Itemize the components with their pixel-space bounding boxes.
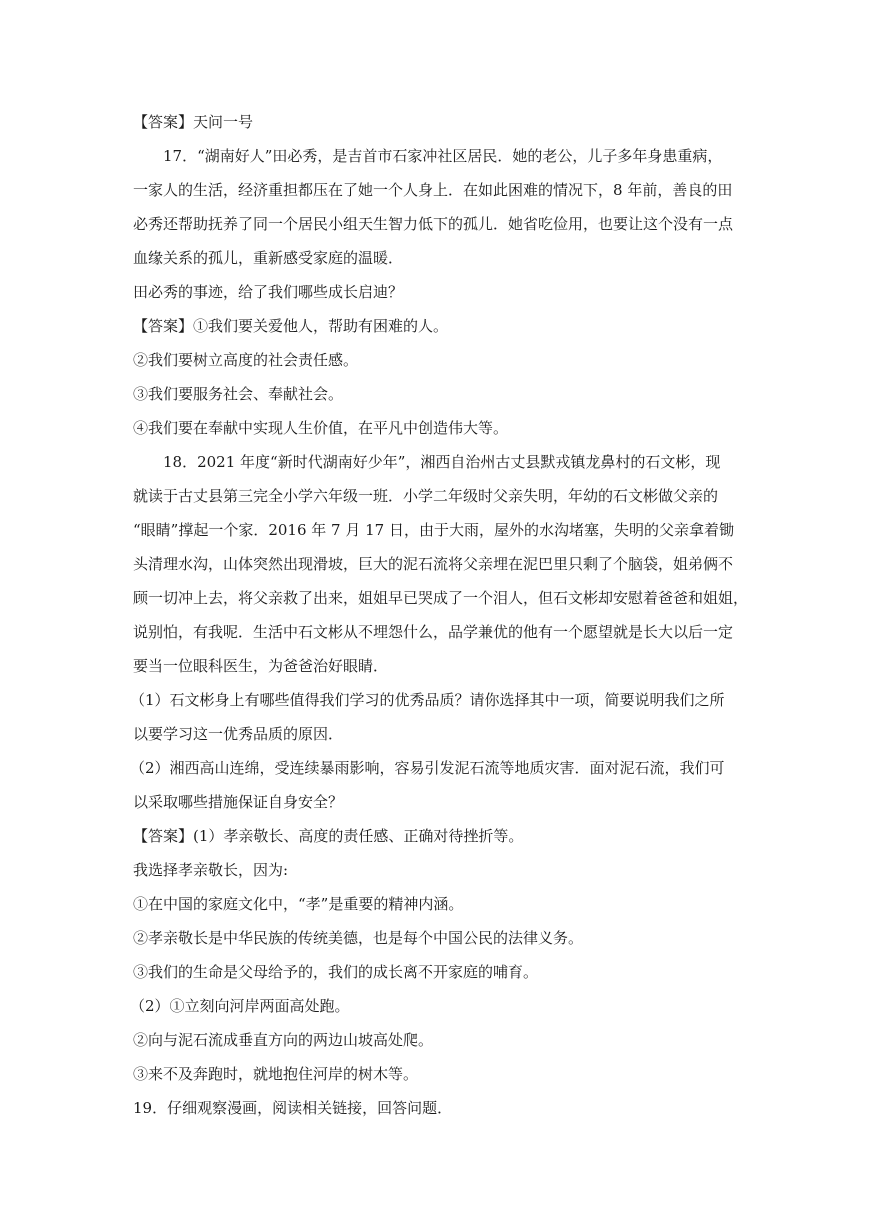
q19-text: 19．仔细观察漫画，阅读相关链接，回答问题． xyxy=(133,1099,453,1117)
q18-answer-reason-3: ③我们的生命是父母给予的，我们的成长离不开家庭的哺育。 xyxy=(133,963,539,981)
q18-sub1-line-1: （1）石文彬身上有哪些值得我们学习的优秀品质？请你选择其中一项，简要说明我们之所 xyxy=(130,691,725,709)
q18-text-line-2: 就读于古丈县第三完全小学六年级一班．小学二年级时父亲失明，年幼的石文彬做父亲的 xyxy=(133,487,719,505)
q18-text-line-7: 要当一位眼科医生，为爸爸治好眼睛． xyxy=(133,657,389,675)
q18-answer-reason-1: ①在中国的家庭文化中，“孝”是重要的精神内涵。 xyxy=(133,895,464,913)
q18-text-line-6: 说别怕，有我呢．生活中石文彬从不埋怨什么，品学兼优的他有一个愿望就是长大以后一定 xyxy=(133,623,734,641)
q17-text-line-1: 17．“湖南好人”田必秀，是吉首市石家冲社区居民．她的老公，儿子多年身患重病， xyxy=(163,147,723,165)
q18-answer-2-2: ②向与泥石流成垂直方向的两边山坡高处爬。 xyxy=(133,1031,434,1049)
q18-sub2-line-2: 以采取哪些措施保证自身安全？ xyxy=(133,793,344,811)
q17-text-line-4: 血缘关系的孤儿，重新感受家庭的温暖． xyxy=(133,249,404,267)
q17-text-line-2: 一家人的生活，经济重担都压在了她一个人身上．在如此困难的情况下，8 年前，善良的田 xyxy=(133,181,733,199)
q18-answer-2-1: （2）①立刻向河岸两面高处跑。 xyxy=(130,997,350,1015)
q18-text-line-5: 顾一切冲上去，将父亲救了出来，姐姐早已哭成了一个泪人，但石文彬却安慰着爸爸和姐姐， xyxy=(133,589,749,607)
q18-answer-reason-2: ②孝亲敬长是中华民族的传统美德，也是每个中国公民的法律义务。 xyxy=(133,929,584,947)
q18-text-line-4: 头清理水沟，山体突然出现滑坡，巨大的泥石流将父亲埋在泥巴里只剩了个脑袋，姐弟俩不 xyxy=(133,555,734,573)
q17-question: 田必秀的事迹，给了我们哪些成长启迪？ xyxy=(133,283,404,301)
q18-answer-choice: 我选择孝亲敬长，因为: xyxy=(133,861,289,879)
q18-sub1-line-2: 以要学习这一优秀品质的原因． xyxy=(133,725,344,743)
q18-text-line-1: 18．2021 年度“新时代湖南好少年”，湘西自治州古丈县默戎镇龙鼻村的石文彬，现 xyxy=(163,453,721,471)
q18-answer-2-3: ③来不及奔跑时，就地抱住河岸的树木等。 xyxy=(133,1065,419,1083)
q17-answer-2: ②我们要树立高度的社会责任感。 xyxy=(133,351,359,369)
q18-sub2-line-1: （2）湘西高山连绵，受连续暴雨影响，容易引发泥石流等地质灾害．面对泥石流，我们可 xyxy=(130,759,725,777)
q17-answer-4: ④我们要在奉献中实现人生价值，在平凡中创造伟大等。 xyxy=(133,419,509,437)
q17-answer-3: ③我们要服务社会、奉献社会。 xyxy=(133,385,344,403)
q18-answer-1: 【答案】(1）孝亲敬长、高度的责任感、正确对待挫折等。 xyxy=(133,827,524,845)
q17-text-line-3: 必秀还帮助抚养了同一个居民小组天生智力低下的孤儿．她省吃俭用，也要让这个没有一点 xyxy=(133,215,734,233)
answer-16: 【答案】天问一号 xyxy=(133,113,254,131)
q18-text-line-3: “眼睛”撑起一个家．2016 年 7 月 17 日，由于大雨，屋外的水沟堵塞，失明的父亲拿着锄 xyxy=(133,521,734,539)
q17-answer-1: 【答案】①我们要关爱他人，帮助有困难的人。 xyxy=(133,317,449,335)
